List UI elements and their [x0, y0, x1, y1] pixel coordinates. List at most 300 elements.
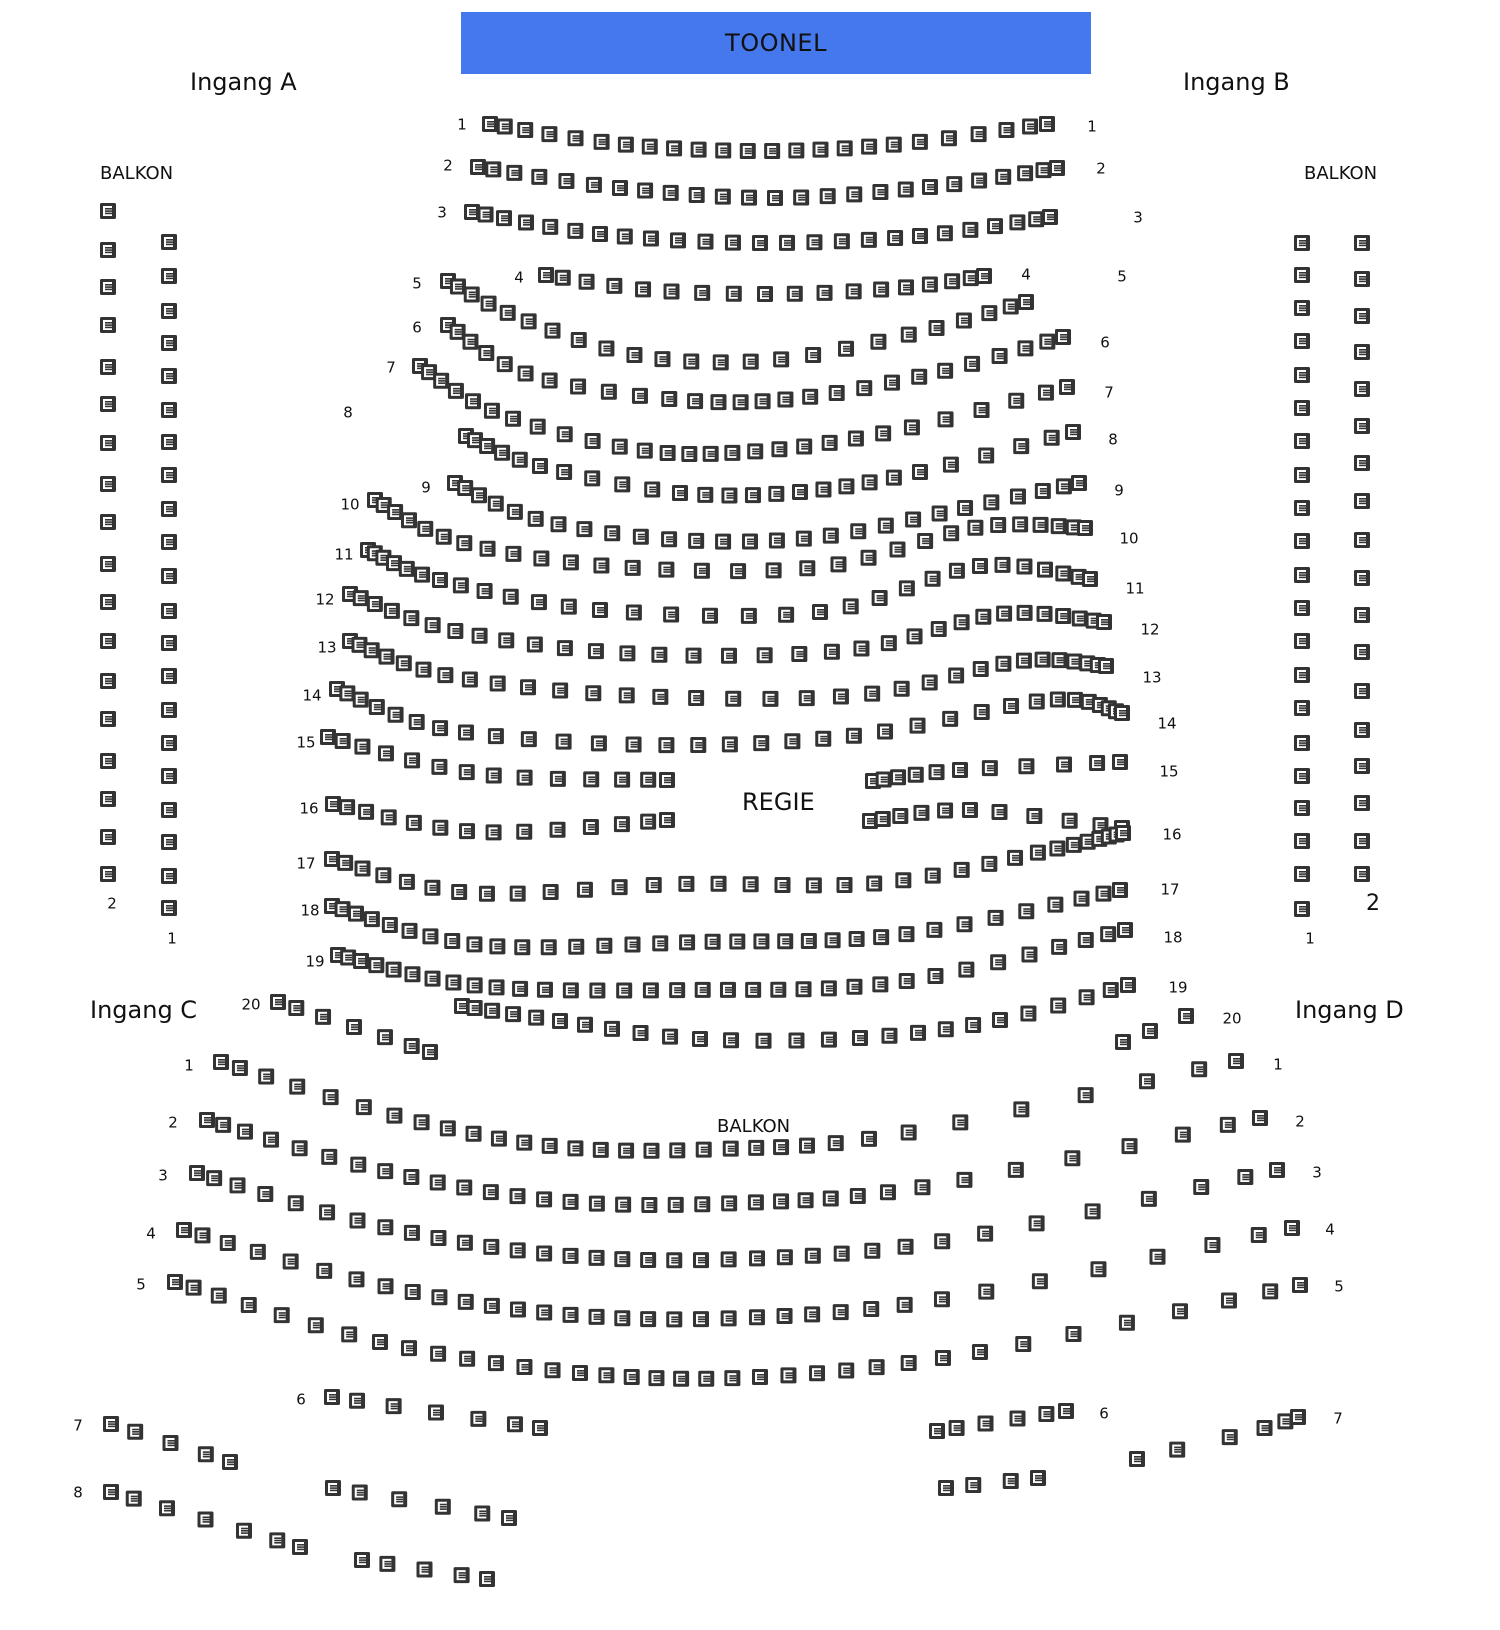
balcony-left-col-2-seat-1[interactable]	[100, 203, 116, 219]
balcony-left-col-2-seat-7[interactable]	[100, 435, 116, 451]
floor-row-23-seat-19[interactable]	[938, 1021, 954, 1037]
floor-row-19-seat-27[interactable]	[1049, 840, 1065, 856]
floor-row-8-seat-18[interactable]	[838, 478, 854, 494]
floor-row-5-seat-4[interactable]	[481, 296, 497, 312]
floor-row-20-seat-15[interactable]	[625, 937, 641, 953]
floor-row-9-seat-23[interactable]	[983, 494, 999, 510]
balcony-right-col-2-seat-5[interactable]	[1354, 381, 1370, 397]
balcony-right-col-1-seat-10[interactable]	[1294, 533, 1310, 549]
floor-row-6-seat-25[interactable]	[1017, 340, 1033, 356]
floor-row-23-seat-18[interactable]	[910, 1025, 926, 1041]
balcony-row-11-seat-6[interactable]	[501, 1510, 517, 1526]
floor-row-3-seat-3[interactable]	[496, 210, 512, 226]
floor-row-20-seat-11[interactable]	[514, 939, 530, 955]
balcony-row-4-seat-24[interactable]	[804, 1306, 820, 1322]
floor-row-21-seat-3[interactable]	[353, 953, 369, 969]
floor-row-9-seat-13[interactable]	[715, 534, 731, 550]
balcony-row-3-seat-4[interactable]	[257, 1186, 273, 1202]
floor-row-3-seat-21[interactable]	[962, 222, 978, 238]
floor-row-21-seat-32[interactable]	[1078, 932, 1094, 948]
floor-row-1-seat-22[interactable]	[998, 122, 1014, 138]
balcony-row-4-seat-35[interactable]	[1284, 1220, 1300, 1236]
floor-row-13-seat-8[interactable]	[462, 671, 478, 687]
balcony-right-col-1-seat-12[interactable]	[1294, 600, 1310, 616]
balcony-left-col-1-seat-4[interactable]	[161, 335, 177, 351]
floor-row-14-seat-19[interactable]	[815, 731, 831, 747]
floor-row-21-seat-23[interactable]	[821, 980, 837, 996]
floor-row-7-seat-14[interactable]	[681, 446, 697, 462]
floor-row-16-seat-5[interactable]	[929, 764, 945, 780]
floor-row-19-seat-11[interactable]	[577, 882, 593, 898]
floor-row-9-seat-20[interactable]	[905, 512, 921, 528]
balcony-right-col-1-seat-7[interactable]	[1294, 433, 1310, 449]
balcony-row-4-seat-11[interactable]	[458, 1294, 474, 1310]
floor-row-1-seat-4[interactable]	[541, 126, 557, 142]
balcony-row-2-seat-30[interactable]	[1008, 1162, 1024, 1178]
balcony-row-4-seat-19[interactable]	[666, 1311, 682, 1327]
floor-row-21-seat-25[interactable]	[872, 976, 888, 992]
floor-row-8-seat-9[interactable]	[614, 476, 630, 492]
floor-row-9-seat-27[interactable]	[1071, 475, 1087, 491]
floor-row-14-seat-21[interactable]	[877, 723, 893, 739]
balcony-row-1-seat-4[interactable]	[289, 1079, 305, 1095]
balcony-row-12-seat-1[interactable]	[938, 1480, 954, 1496]
floor-row-21-seat-34[interactable]	[1117, 922, 1133, 938]
floor-row-7-seat-19[interactable]	[796, 438, 812, 454]
floor-row-10-seat-5[interactable]	[417, 521, 433, 537]
floor-row-23-seat-7[interactable]	[577, 1017, 593, 1033]
balcony-row-5-seat-3[interactable]	[211, 1288, 227, 1304]
balcony-row-4-seat-23[interactable]	[777, 1308, 793, 1324]
floor-row-20-seat-10[interactable]	[489, 938, 505, 954]
floor-row-3-seat-4[interactable]	[518, 214, 534, 230]
floor-row-3-seat-24[interactable]	[1028, 211, 1044, 227]
floor-row-23-seat-6[interactable]	[552, 1013, 568, 1029]
floor-row-17-seat-9[interactable]	[516, 824, 532, 840]
floor-row-5-seat-13[interactable]	[713, 354, 729, 370]
floor-row-23-seat-9[interactable]	[633, 1025, 649, 1041]
floor-row-12-seat-32[interactable]	[1096, 614, 1112, 630]
floor-row-20-seat-14[interactable]	[596, 938, 612, 954]
balcony-right-col-2-seat-17[interactable]	[1354, 833, 1370, 849]
floor-row-2-seat-7[interactable]	[612, 180, 628, 196]
floor-row-19-seat-5[interactable]	[399, 874, 415, 890]
floor-row-6-seat-20[interactable]	[884, 375, 900, 391]
floor-row-20-seat-6[interactable]	[402, 923, 418, 939]
floor-row-16-seat-9[interactable]	[1056, 756, 1072, 772]
floor-row-23-seat-2[interactable]	[467, 1000, 483, 1016]
balcony-row-4-seat-12[interactable]	[484, 1298, 500, 1314]
floor-row-23-seat-4[interactable]	[505, 1006, 521, 1022]
floor-row-19-seat-16[interactable]	[743, 876, 759, 892]
floor-row-21-seat-16[interactable]	[643, 982, 659, 998]
floor-row-3-seat-7[interactable]	[592, 226, 608, 242]
balcony-row-1-seat-20[interactable]	[723, 1141, 739, 1157]
floor-row-7-seat-21[interactable]	[848, 431, 864, 447]
balcony-row-5-seat-30[interactable]	[1015, 1336, 1031, 1352]
floor-row-12-seat-25[interactable]	[975, 609, 991, 625]
balcony-row-1-seat-29[interactable]	[1078, 1087, 1094, 1103]
floor-row-9-seat-3[interactable]	[471, 487, 487, 503]
floor-row-12-seat-17[interactable]	[757, 647, 773, 663]
floor-row-9-seat-18[interactable]	[850, 523, 866, 539]
floor-row-9-seat-2[interactable]	[457, 480, 473, 496]
floor-row-23-seat-8[interactable]	[604, 1021, 620, 1037]
floor-row-16-seat-8[interactable]	[1018, 758, 1034, 774]
floor-row-1-seat-18[interactable]	[886, 137, 902, 153]
floor-row-12-seat-12[interactable]	[588, 643, 604, 659]
balcony-row-12-seat-2[interactable]	[965, 1477, 981, 1493]
floor-row-1-seat-1[interactable]	[482, 116, 498, 132]
floor-row-1-seat-7[interactable]	[618, 137, 634, 153]
floor-row-21-seat-14[interactable]	[589, 983, 605, 999]
floor-row-12-seat-10[interactable]	[527, 636, 543, 652]
balcony-row-2-seat-14[interactable]	[536, 1191, 552, 1207]
balcony-left-col-1-seat-15[interactable]	[161, 702, 177, 718]
balcony-row-5-seat-20[interactable]	[698, 1371, 714, 1387]
floor-row-23-seat-10[interactable]	[662, 1029, 678, 1045]
floor-row-18-seat-5[interactable]	[937, 803, 953, 819]
floor-row-10-seat-15[interactable]	[694, 563, 710, 579]
balcony-row-3-seat-17[interactable]	[614, 1251, 630, 1267]
floor-row-17-seat-3[interactable]	[358, 804, 374, 820]
floor-row-1-seat-14[interactable]	[788, 142, 804, 158]
floor-row-11-seat-17[interactable]	[741, 608, 757, 624]
floor-row-2-seat-20[interactable]	[946, 176, 962, 192]
floor-row-10-seat-18[interactable]	[799, 560, 815, 576]
balcony-row-2-seat-22[interactable]	[748, 1194, 764, 1210]
floor-row-23-seat-26[interactable]	[1120, 977, 1136, 993]
balcony-row-5-seat-13[interactable]	[516, 1359, 532, 1375]
floor-row-24-seat-2[interactable]	[1142, 1023, 1158, 1039]
floor-row-10-seat-9[interactable]	[505, 546, 521, 562]
balcony-row-2-seat-7[interactable]	[350, 1157, 366, 1173]
balcony-left-col-1-seat-17[interactable]	[161, 768, 177, 784]
balcony-row-4-seat-16[interactable]	[589, 1309, 605, 1325]
floor-row-19-seat-22[interactable]	[925, 868, 941, 884]
balcony-row-5-seat-29[interactable]	[972, 1344, 988, 1360]
balcony-left-col-2-seat-17[interactable]	[100, 829, 116, 845]
balcony-row-9-seat-1[interactable]	[1129, 1451, 1145, 1467]
floor-row-19-seat-14[interactable]	[678, 876, 694, 892]
floor-row-6-seat-11[interactable]	[661, 391, 677, 407]
floor-row-13-seat-28[interactable]	[1051, 652, 1067, 668]
floor-row-3-seat-5[interactable]	[542, 219, 558, 235]
floor-row-20-seat-4[interactable]	[364, 911, 380, 927]
floor-row-6-seat-9[interactable]	[601, 384, 617, 400]
floor-row-13-seat-22[interactable]	[922, 674, 938, 690]
floor-row-20-seat-3[interactable]	[348, 906, 364, 922]
floor-row-19-seat-2[interactable]	[337, 855, 353, 871]
floor-row-1-seat-3[interactable]	[517, 122, 533, 138]
floor-row-9-seat-14[interactable]	[742, 534, 758, 550]
floor-row-15-seat-1[interactable]	[320, 729, 336, 745]
floor-row-1-seat-11[interactable]	[715, 142, 731, 158]
floor-row-9-seat-7[interactable]	[551, 516, 567, 532]
floor-row-23-seat-24[interactable]	[1079, 989, 1095, 1005]
floor-row-12-seat-9[interactable]	[498, 632, 514, 648]
floor-row-2-seat-18[interactable]	[898, 182, 914, 198]
balcony-row-1-seat-22[interactable]	[773, 1139, 789, 1155]
floor-row-18-seat-7[interactable]	[992, 804, 1008, 820]
balcony-row-1-seat-15[interactable]	[593, 1142, 609, 1158]
floor-row-1-seat-19[interactable]	[912, 134, 928, 150]
floor-row-6-seat-7[interactable]	[542, 372, 558, 388]
balcony-row-2-seat-29[interactable]	[956, 1172, 972, 1188]
floor-row-13-seat-14[interactable]	[652, 689, 668, 705]
floor-row-4-seat-14[interactable]	[898, 279, 914, 295]
floor-row-19-seat-18[interactable]	[806, 877, 822, 893]
floor-row-4-seat-13[interactable]	[873, 282, 889, 298]
balcony-left-col-2-seat-14[interactable]	[100, 711, 116, 727]
balcony-row-9-seat-2[interactable]	[1169, 1442, 1185, 1458]
floor-row-7-seat-11[interactable]	[612, 439, 628, 455]
balcony-right-col-1-seat-5[interactable]	[1294, 367, 1310, 383]
floor-row-16-seat-10[interactable]	[1089, 755, 1105, 771]
floor-row-9-seat-11[interactable]	[661, 531, 677, 547]
floor-row-21-seat-17[interactable]	[669, 982, 685, 998]
floor-row-11-seat-13[interactable]	[592, 602, 608, 618]
balcony-row-3-seat-33[interactable]	[1193, 1179, 1209, 1195]
floor-row-11-seat-7[interactable]	[432, 572, 448, 588]
balcony-right-col-1-seat-3[interactable]	[1294, 300, 1310, 316]
balcony-row-6-seat-2[interactable]	[349, 1393, 365, 1409]
floor-row-23-seat-20[interactable]	[965, 1017, 981, 1033]
floor-row-10-seat-6[interactable]	[436, 529, 452, 545]
floor-row-19-seat-21[interactable]	[895, 872, 911, 888]
balcony-row-3-seat-9[interactable]	[404, 1225, 420, 1241]
floor-row-18-seat-9[interactable]	[1062, 813, 1078, 829]
floor-row-7-seat-17[interactable]	[747, 443, 763, 459]
balcony-row-4-seat-8[interactable]	[378, 1278, 394, 1294]
floor-row-13-seat-26[interactable]	[1016, 653, 1032, 669]
floor-row-2-seat-12[interactable]	[741, 190, 757, 206]
balcony-row-2-seat-12[interactable]	[483, 1184, 499, 1200]
floor-row-12-seat-23[interactable]	[931, 621, 947, 637]
floor-row-9-seat-12[interactable]	[688, 533, 704, 549]
floor-row-10-seat-27[interactable]	[1033, 517, 1049, 533]
floor-row-9-seat-19[interactable]	[878, 518, 894, 534]
floor-row-22-seat-4[interactable]	[346, 1019, 362, 1035]
balcony-right-col-1-seat-21[interactable]	[1294, 901, 1310, 917]
balcony-right-col-2-seat-11[interactable]	[1354, 607, 1370, 623]
floor-row-6-seat-4[interactable]	[478, 345, 494, 361]
floor-row-1-seat-6[interactable]	[594, 134, 610, 150]
floor-row-8-seat-21[interactable]	[912, 464, 928, 480]
balcony-row-7-seat-6[interactable]	[1058, 1403, 1074, 1419]
balcony-row-10-seat-6[interactable]	[269, 1532, 285, 1548]
floor-row-2-seat-2[interactable]	[485, 161, 501, 177]
floor-row-17-seat-11[interactable]	[583, 819, 599, 835]
floor-row-12-seat-2[interactable]	[353, 590, 369, 606]
floor-row-4-seat-1[interactable]	[538, 267, 554, 283]
balcony-left-col-2-seat-9[interactable]	[100, 514, 116, 530]
floor-row-13-seat-12[interactable]	[585, 685, 601, 701]
floor-row-7-seat-22[interactable]	[875, 425, 891, 441]
balcony-row-5-seat-10[interactable]	[430, 1346, 446, 1362]
floor-row-16-seat-2[interactable]	[876, 771, 892, 787]
floor-row-13-seat-13[interactable]	[619, 687, 635, 703]
floor-row-6-seat-3[interactable]	[462, 334, 478, 350]
balcony-row-9-seat-6[interactable]	[1290, 1409, 1306, 1425]
balcony-row-3-seat-2[interactable]	[206, 1170, 222, 1186]
floor-row-10-seat-30[interactable]	[1077, 520, 1093, 536]
balcony-row-2-seat-19[interactable]	[668, 1197, 684, 1213]
floor-row-22-seat-1[interactable]	[270, 994, 286, 1010]
floor-row-21-seat-4[interactable]	[368, 957, 384, 973]
balcony-right-col-1-seat-2[interactable]	[1294, 267, 1310, 283]
floor-row-10-seat-21[interactable]	[890, 542, 906, 558]
floor-row-14-seat-14[interactable]	[658, 737, 674, 753]
balcony-row-5-seat-36[interactable]	[1292, 1277, 1308, 1293]
balcony-right-col-2-seat-6[interactable]	[1354, 418, 1370, 434]
floor-row-12-seat-13[interactable]	[619, 645, 635, 661]
floor-row-9-seat-9[interactable]	[604, 525, 620, 541]
balcony-row-3-seat-19[interactable]	[666, 1252, 682, 1268]
floor-row-2-seat-25[interactable]	[1049, 160, 1065, 176]
floor-row-9-seat-16[interactable]	[796, 531, 812, 547]
floor-row-17-seat-10[interactable]	[550, 822, 566, 838]
balcony-left-col-2-seat-8[interactable]	[100, 476, 116, 492]
balcony-row-1-seat-30[interactable]	[1139, 1073, 1155, 1089]
floor-row-5-seat-20[interactable]	[929, 320, 945, 336]
floor-row-21-seat-9[interactable]	[467, 977, 483, 993]
floor-row-14-seat-13[interactable]	[626, 736, 642, 752]
balcony-row-2-seat-2[interactable]	[215, 1117, 231, 1133]
balcony-row-1-seat-13[interactable]	[542, 1138, 558, 1154]
balcony-row-4-seat-26[interactable]	[863, 1301, 879, 1317]
floor-row-2-seat-4[interactable]	[531, 169, 547, 185]
floor-row-8-seat-8[interactable]	[584, 470, 600, 486]
balcony-row-3-seat-28[interactable]	[934, 1233, 950, 1249]
floor-row-19-seat-15[interactable]	[711, 876, 727, 892]
floor-row-8-seat-13[interactable]	[721, 488, 737, 504]
floor-row-19-seat-9[interactable]	[510, 886, 526, 902]
balcony-row-11-seat-5[interactable]	[474, 1505, 490, 1521]
floor-row-14-seat-18[interactable]	[784, 733, 800, 749]
floor-row-21-seat-15[interactable]	[616, 983, 632, 999]
balcony-row-3-seat-21[interactable]	[721, 1251, 737, 1267]
balcony-right-col-1-seat-16[interactable]	[1294, 735, 1310, 751]
floor-row-21-seat-26[interactable]	[899, 973, 915, 989]
balcony-row-2-seat-3[interactable]	[237, 1124, 253, 1140]
balcony-row-7-seat-4[interactable]	[1009, 1411, 1025, 1427]
floor-row-12-seat-30[interactable]	[1072, 610, 1088, 626]
floor-row-4-seat-4[interactable]	[606, 278, 622, 294]
balcony-right-col-1-seat-13[interactable]	[1294, 633, 1310, 649]
floor-row-17-seat-4[interactable]	[381, 809, 397, 825]
balcony-right-col-2-seat-10[interactable]	[1354, 570, 1370, 586]
balcony-left-col-2-seat-3[interactable]	[100, 279, 116, 295]
floor-row-19-seat-12[interactable]	[612, 879, 628, 895]
floor-row-14-seat-15[interactable]	[690, 737, 706, 753]
floor-row-23-seat-15[interactable]	[821, 1032, 837, 1048]
floor-row-19-seat-4[interactable]	[375, 867, 391, 883]
balcony-row-5-seat-17[interactable]	[624, 1369, 640, 1385]
floor-row-1-seat-5[interactable]	[568, 130, 584, 146]
balcony-left-col-2-seat-5[interactable]	[100, 359, 116, 375]
floor-row-23-seat-3[interactable]	[484, 1003, 500, 1019]
floor-row-1-seat-16[interactable]	[837, 140, 853, 156]
floor-row-21-seat-20[interactable]	[745, 982, 761, 998]
floor-row-14-seat-22[interactable]	[910, 718, 926, 734]
floor-row-7-seat-3[interactable]	[433, 373, 449, 389]
balcony-row-5-seat-34[interactable]	[1221, 1292, 1237, 1308]
floor-row-3-seat-20[interactable]	[937, 225, 953, 241]
floor-row-3-seat-9[interactable]	[643, 231, 659, 247]
floor-row-21-seat-27[interactable]	[927, 968, 943, 984]
floor-row-13-seat-23[interactable]	[948, 668, 964, 684]
balcony-row-3-seat-1[interactable]	[189, 1165, 205, 1181]
balcony-row-2-seat-6[interactable]	[321, 1149, 337, 1165]
floor-row-7-seat-7[interactable]	[505, 411, 521, 427]
floor-row-14-seat-26[interactable]	[1029, 694, 1045, 710]
floor-row-9-seat-8[interactable]	[576, 521, 592, 537]
floor-row-3-seat-25[interactable]	[1042, 209, 1058, 225]
balcony-row-1-seat-6[interactable]	[356, 1099, 372, 1115]
balcony-row-2-seat-10[interactable]	[430, 1174, 446, 1190]
floor-row-1-seat-24[interactable]	[1039, 116, 1055, 132]
balcony-row-11-seat-1[interactable]	[325, 1480, 341, 1496]
balcony-row-5-seat-9[interactable]	[401, 1340, 417, 1356]
balcony-row-10-seat-2[interactable]	[126, 1491, 142, 1507]
balcony-row-10-seat-1[interactable]	[103, 1484, 119, 1500]
floor-row-7-seat-25[interactable]	[974, 402, 990, 418]
floor-row-13-seat-4[interactable]	[379, 649, 395, 665]
balcony-row-2-seat-25[interactable]	[823, 1190, 839, 1206]
floor-row-14-seat-9[interactable]	[488, 728, 504, 744]
floor-row-14-seat-10[interactable]	[521, 731, 537, 747]
floor-row-12-seat-22[interactable]	[907, 628, 923, 644]
floor-row-23-seat-21[interactable]	[992, 1012, 1008, 1028]
floor-row-16-seat-11[interactable]	[1112, 754, 1128, 770]
floor-row-4-seat-15[interactable]	[922, 277, 938, 293]
balcony-row-5-seat-22[interactable]	[752, 1369, 768, 1385]
floor-row-10-seat-3[interactable]	[387, 504, 403, 520]
balcony-row-3-seat-23[interactable]	[777, 1249, 793, 1265]
balcony-row-1-seat-8[interactable]	[414, 1114, 430, 1130]
floor-row-8-seat-11[interactable]	[672, 485, 688, 501]
balcony-right-col-1-seat-4[interactable]	[1294, 333, 1310, 349]
floor-row-9-seat-4[interactable]	[488, 496, 504, 512]
floor-row-5-seat-8[interactable]	[571, 332, 587, 348]
floor-row-21-seat-21[interactable]	[770, 982, 786, 998]
floor-row-21-seat-6[interactable]	[404, 966, 420, 982]
floor-row-2-seat-15[interactable]	[820, 188, 836, 204]
balcony-row-4-seat-20[interactable]	[693, 1311, 709, 1327]
floor-row-11-seat-6[interactable]	[414, 567, 430, 583]
floor-row-23-seat-16[interactable]	[852, 1030, 868, 1046]
floor-row-10-seat-22[interactable]	[917, 533, 933, 549]
balcony-row-3-seat-5[interactable]	[288, 1195, 304, 1211]
floor-row-14-seat-27[interactable]	[1050, 692, 1066, 708]
floor-row-8-seat-23[interactable]	[978, 448, 994, 464]
balcony-row-4-seat-18[interactable]	[640, 1311, 656, 1327]
floor-row-10-seat-20[interactable]	[861, 550, 877, 566]
floor-row-20-seat-24[interactable]	[849, 931, 865, 947]
floor-row-11-seat-9[interactable]	[477, 583, 493, 599]
floor-row-20-seat-31[interactable]	[1047, 897, 1063, 913]
floor-row-14-seat-25[interactable]	[1003, 698, 1019, 714]
floor-row-13-seat-10[interactable]	[520, 679, 536, 695]
balcony-left-col-2-seat-18[interactable]	[100, 866, 116, 882]
floor-row-8-seat-25[interactable]	[1044, 430, 1060, 446]
balcony-row-5-seat-35[interactable]	[1262, 1283, 1278, 1299]
floor-row-10-seat-12[interactable]	[593, 558, 609, 574]
balcony-row-1-seat-12[interactable]	[516, 1135, 532, 1151]
floor-row-14-seat-6[interactable]	[409, 714, 425, 730]
floor-row-8-seat-10[interactable]	[644, 481, 660, 497]
